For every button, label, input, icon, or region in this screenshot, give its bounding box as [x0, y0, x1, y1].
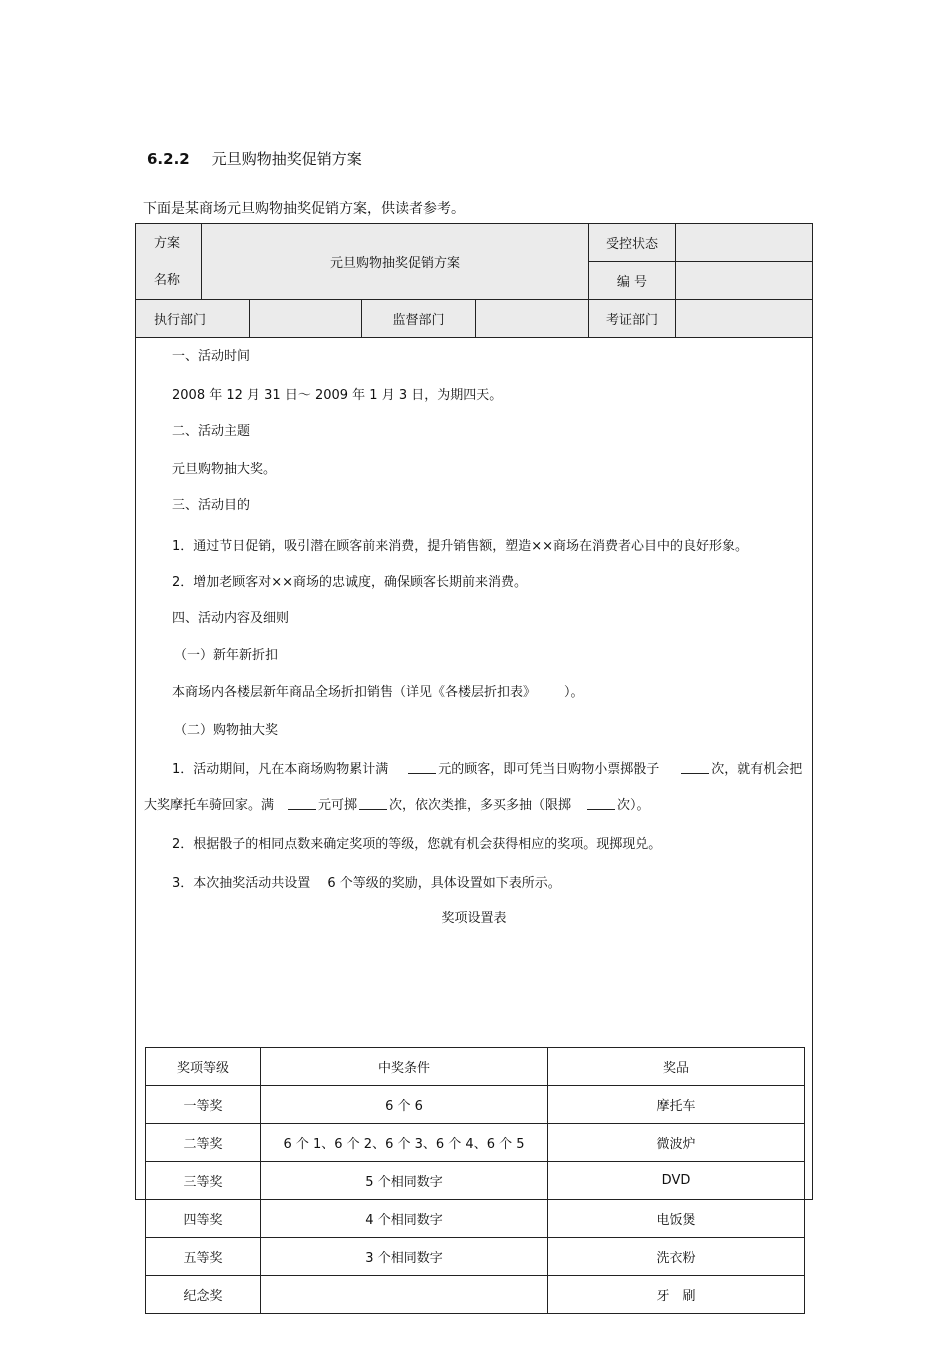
p1-f: 次，依次类推，多买多抽（限掷 [389, 798, 572, 813]
header-condition: 中奖条件 [261, 1048, 548, 1086]
prize-condition [261, 1276, 548, 1314]
s3-item2: 2．增加老顾客对××商场的忠诚度，确保顾客长期前来消费。 [172, 575, 528, 590]
p1-e: 元可掷 [318, 798, 358, 813]
sub1-text [172, 681, 584, 700]
prize-level: 二等奖 [146, 1124, 261, 1162]
p1-c: 次，就有机会把 [711, 762, 803, 777]
s2-title: 二、活动主题 [172, 424, 251, 439]
prize-item: 电饭煲 [548, 1200, 805, 1238]
s1-text: 2008 年 12 月 31 日～ 2009 年 1 月 3 日，为期四天。 [172, 388, 503, 403]
p1-d: 大奖摩托车骑回家。满 [144, 798, 275, 813]
prize-table-caption: 奖项设置表 [441, 911, 507, 926]
plan-label-line1: 方案 [154, 236, 181, 251]
p3: 3．本次抽奖活动共设置 6 个等级的奖励，具体设置如下表所示。 [172, 876, 561, 891]
header-prize: 奖品 [548, 1048, 805, 1086]
s2-text: 元旦购物抽大奖。 [172, 462, 277, 477]
control-status-label-cell [589, 224, 676, 262]
s3-item1: 1．通过节日促销，吸引潜在顾客前来消费，提升销售额，塑造××商场在消费者心目中的良好形象。 [172, 539, 749, 554]
supervise-dept-label-cell [362, 300, 476, 338]
supervise-dept-label: 监督部门 [392, 313, 445, 328]
prize-level: 五等奖 [146, 1238, 261, 1276]
plan-name-label-cell [136, 224, 202, 300]
prize-condition: 4 个相同数字 [261, 1200, 548, 1238]
prize-level: 纪念奖 [146, 1276, 261, 1314]
sub1-text-a: 本商场内各楼层新年商品全场折扣销售（详见《各楼层折扣表》 [172, 685, 537, 700]
limit-blank[interactable] [587, 797, 615, 810]
table-row [146, 1200, 805, 1238]
prize-item: 牙 刷 [548, 1276, 805, 1314]
number-label: 编 号 [616, 275, 648, 290]
p1-b: 元的顾客，即可凭当日购物小票掷骰子 [438, 762, 660, 777]
table-row [146, 1086, 805, 1124]
plan-name-value-cell [202, 224, 589, 300]
table-row [146, 1238, 805, 1276]
amount-blank-2[interactable] [288, 797, 316, 810]
sub2-title: （二）购物抽大奖 [174, 723, 279, 738]
table-row [146, 1162, 805, 1200]
number-label-cell [589, 262, 676, 300]
exec-dept-label-cell [136, 300, 250, 338]
table-row [146, 1124, 805, 1162]
section-title: 元旦购物抽奖促销方案 [211, 150, 362, 168]
prize-condition: 3 个相同数字 [261, 1238, 548, 1276]
intro-text: 下面是某商场元旦购物抽奖促销方案，供读者参考。 [143, 201, 465, 217]
s4-title: 四、活动内容及细则 [172, 611, 290, 626]
throws-blank-2[interactable] [359, 797, 387, 810]
plan-label-line2: 名称 [154, 273, 181, 288]
prize-item: 洗衣粉 [548, 1238, 805, 1276]
prize-item: 微波炉 [548, 1124, 805, 1162]
number-value-cell[interactable] [676, 262, 812, 300]
prize-condition: 5 个相同数字 [261, 1162, 548, 1200]
sub1-title: （一）新年新折扣 [174, 648, 279, 663]
verify-dept-label-cell [589, 300, 676, 338]
p1-a: 1．活动期间，凡在本商场购物累计满 [172, 762, 389, 777]
verify-dept-value-cell[interactable] [676, 300, 812, 338]
p2: 2．根据骰子的相同点数来确定奖项的等级，您就有机会获得相应的奖项。现掷现兑。 [172, 837, 662, 852]
s3-title: 三、活动目的 [172, 498, 251, 513]
verify-dept-label: 考证部门 [605, 313, 658, 328]
exec-dept-value-cell[interactable] [250, 300, 362, 338]
control-status-label: 受控状态 [605, 237, 658, 252]
header-level: 奖项等级 [146, 1048, 261, 1086]
table-row [146, 1276, 805, 1314]
prize-condition: 6 个 1、6 个 2、6 个 3、6 个 4、6 个 5 [261, 1124, 548, 1162]
prize-item: 摩托车 [548, 1086, 805, 1124]
sub1-text-b: ）。 [564, 685, 584, 700]
plan-name-value: 元旦购物抽奖促销方案 [329, 256, 460, 271]
throws-blank-1[interactable] [681, 761, 709, 774]
s1-title: 一、活动时间 [172, 349, 251, 364]
prize-item: DVD [548, 1162, 805, 1200]
section-number: 6.2.2 [147, 150, 190, 168]
supervise-dept-value-cell[interactable] [476, 300, 589, 338]
control-status-value-cell[interactable] [676, 224, 812, 262]
section-heading [147, 148, 362, 169]
p1-g: 次）。 [617, 798, 650, 813]
prize-table [145, 1047, 805, 1314]
prize-level: 四等奖 [146, 1200, 261, 1238]
plan-form [135, 223, 813, 1304]
p1-line1 [172, 758, 802, 777]
p1-line2 [144, 794, 650, 813]
prize-level: 三等奖 [146, 1162, 261, 1200]
exec-dept-label: 执行部门 [154, 313, 207, 328]
prize-condition: 6 个 6 [261, 1086, 548, 1124]
prize-level: 一等奖 [146, 1086, 261, 1124]
prize-table-header-row [146, 1048, 805, 1086]
plan-body [136, 337, 812, 1304]
amount-blank-1[interactable] [408, 761, 436, 774]
